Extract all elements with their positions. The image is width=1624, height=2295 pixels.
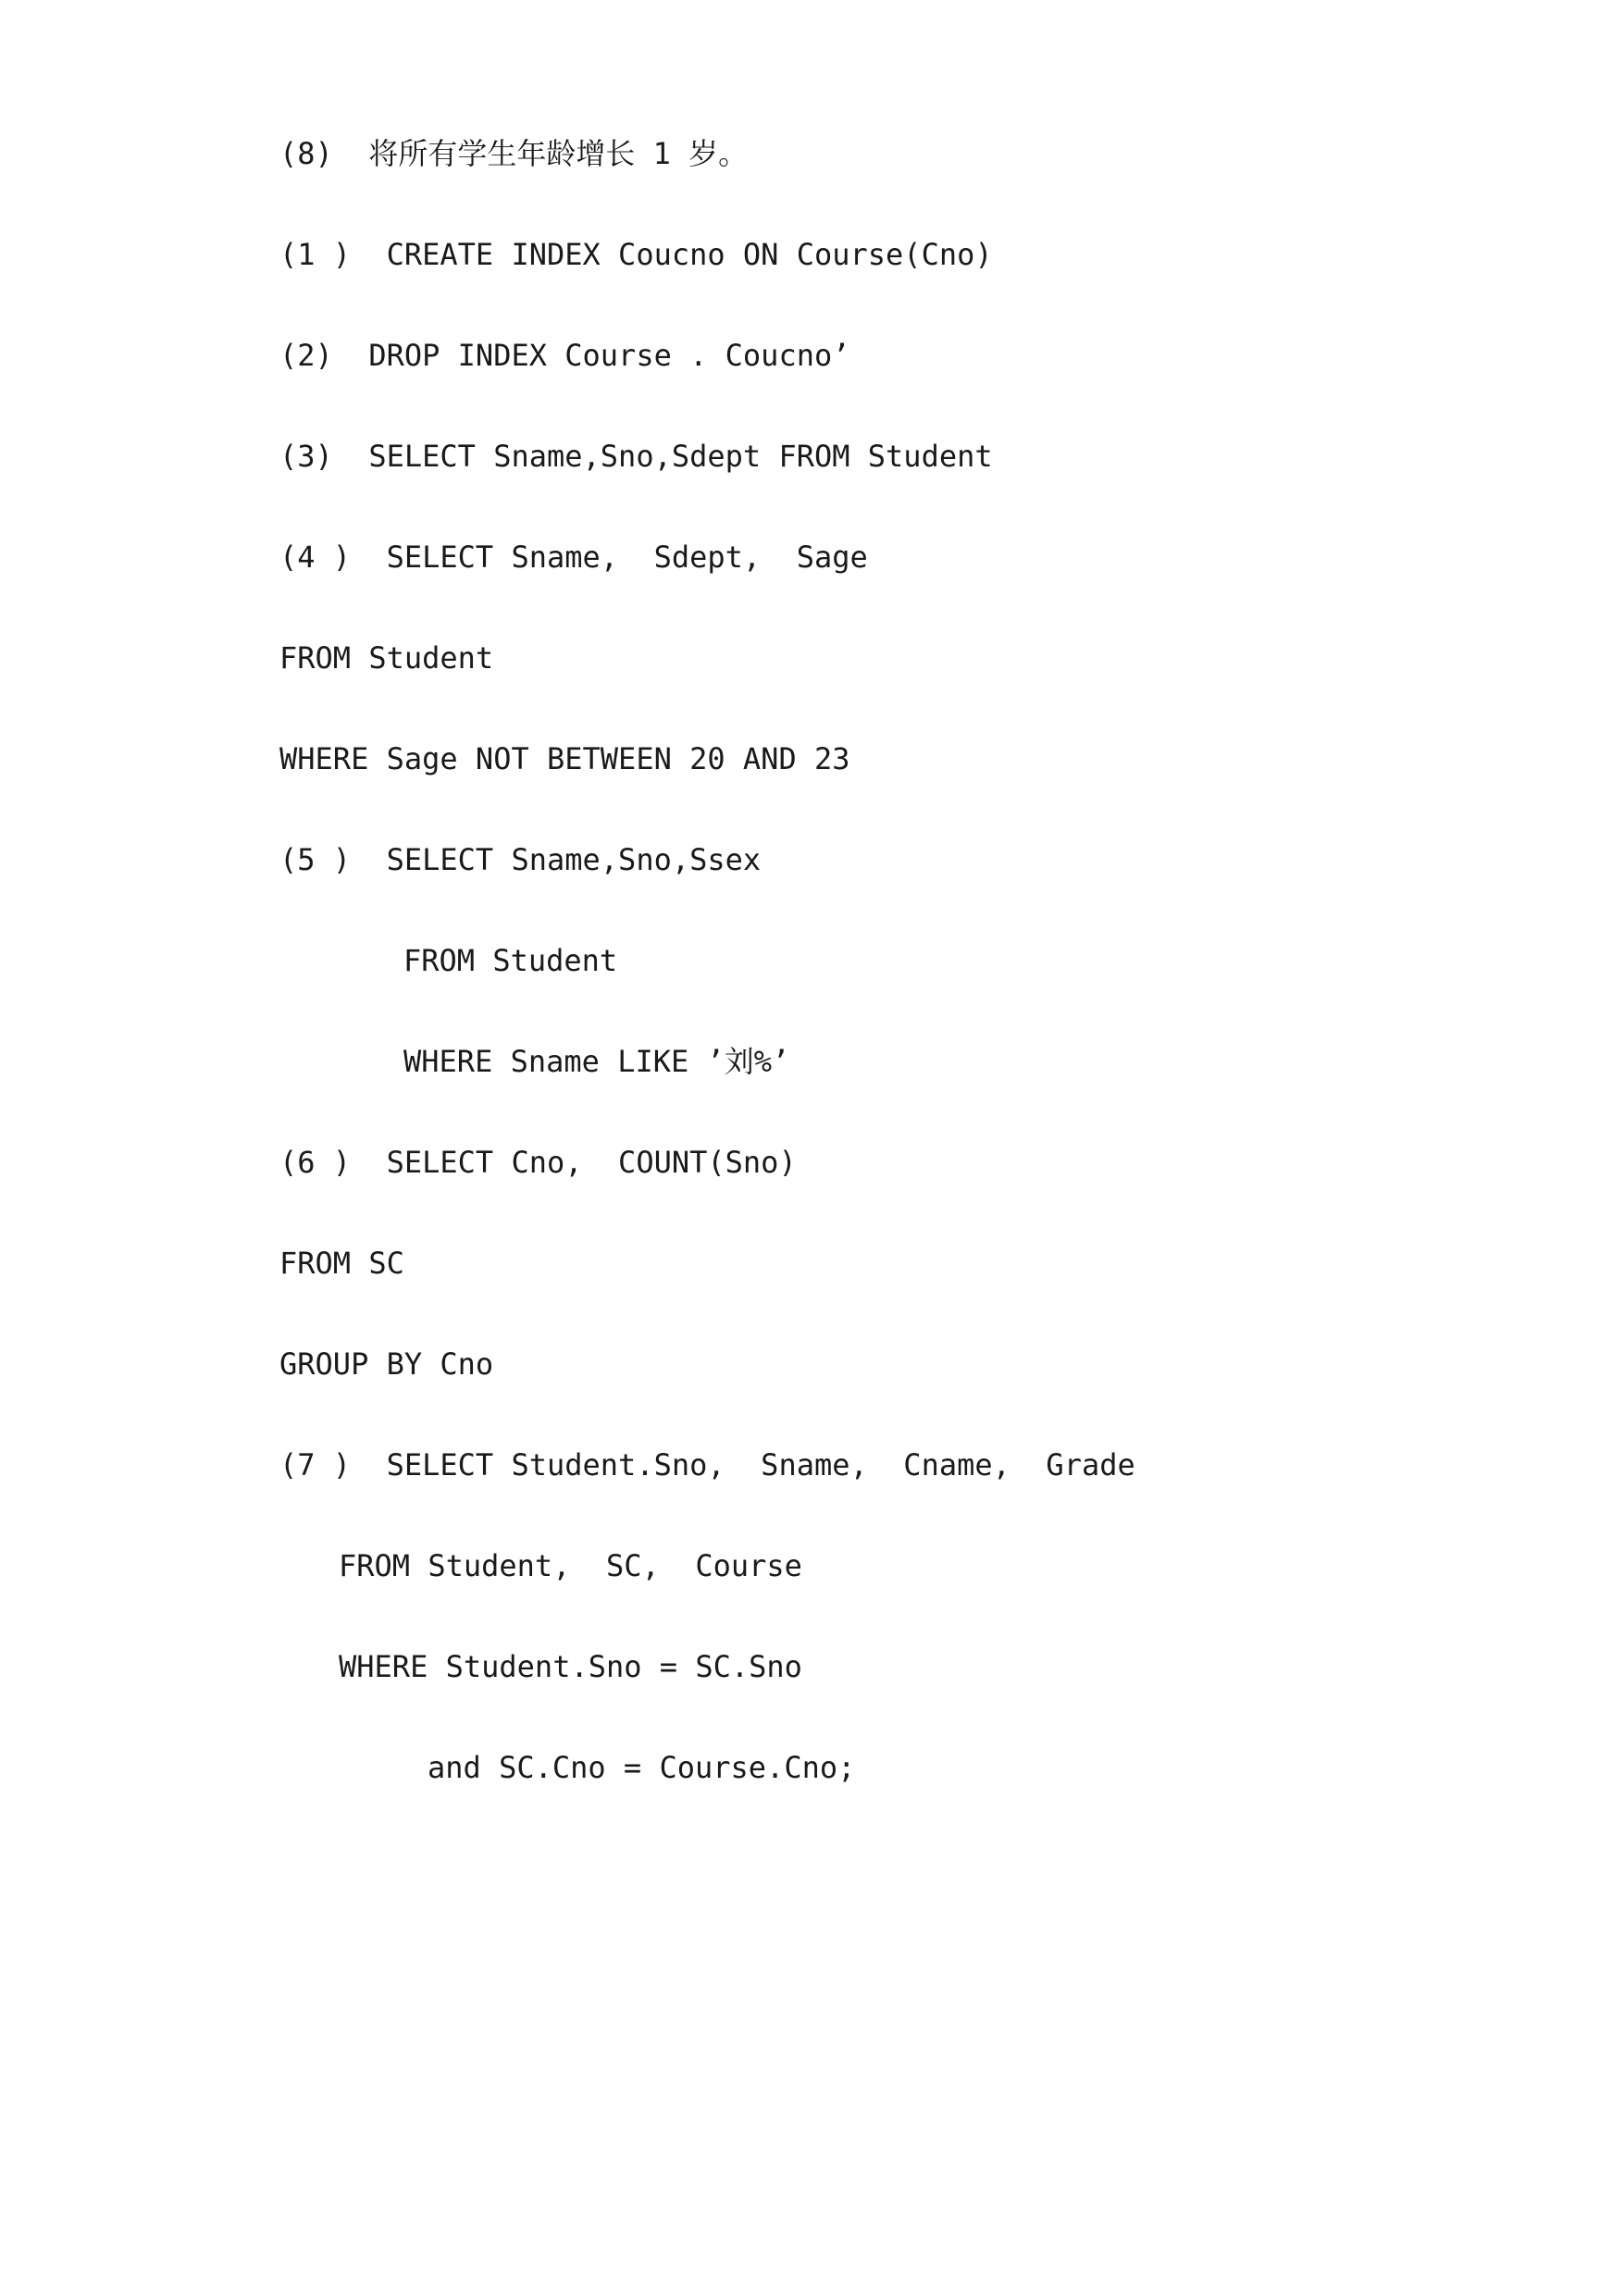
text-line-a5: (5 ) SELECT Sname,Sno,Ssex (279, 842, 762, 877)
text-line-a3: (3) SELECT Sname,Sno,Sdept FROM Student (279, 439, 993, 474)
text-line-a7-and: and SC.Cno = Course.Cno; (428, 1750, 856, 1785)
text-line-a7-from: FROM Student, SC, Course (339, 1548, 802, 1583)
text-line-a6-from: FROM SC (279, 1246, 404, 1281)
text-line-q8: (8) 将所有学生年龄增长 1 岁。 (279, 136, 749, 171)
text-line-a4: (4 ) SELECT Sname, Sdept, Sage (279, 540, 868, 575)
text-line-a2: (2) DROP INDEX Course . Coucno’ (279, 338, 850, 373)
text-line-a4-where: WHERE Sage NOT BETWEEN 20 AND 23 (279, 741, 850, 776)
text-line-a5-from: FROM Student (403, 943, 618, 978)
text-line-a4-from: FROM Student (279, 640, 494, 676)
text-line-a6-group: GROUP BY Cno (279, 1346, 494, 1382)
text-line-a7-where: WHERE Student.Sno = SC.Sno (339, 1649, 802, 1684)
text-line-a6: (6 ) SELECT Cno, COUNT(Sno) (279, 1145, 797, 1180)
text-line-a5-where: WHERE Sname LIKE ’刘%’ (403, 1044, 790, 1079)
text-line-a7: (7 ) SELECT Student.Sno, Sname, Cname, Grade (279, 1447, 1135, 1482)
text-line-a1: (1 ) CREATE INDEX Coucno ON Course(Cno) (279, 237, 993, 272)
